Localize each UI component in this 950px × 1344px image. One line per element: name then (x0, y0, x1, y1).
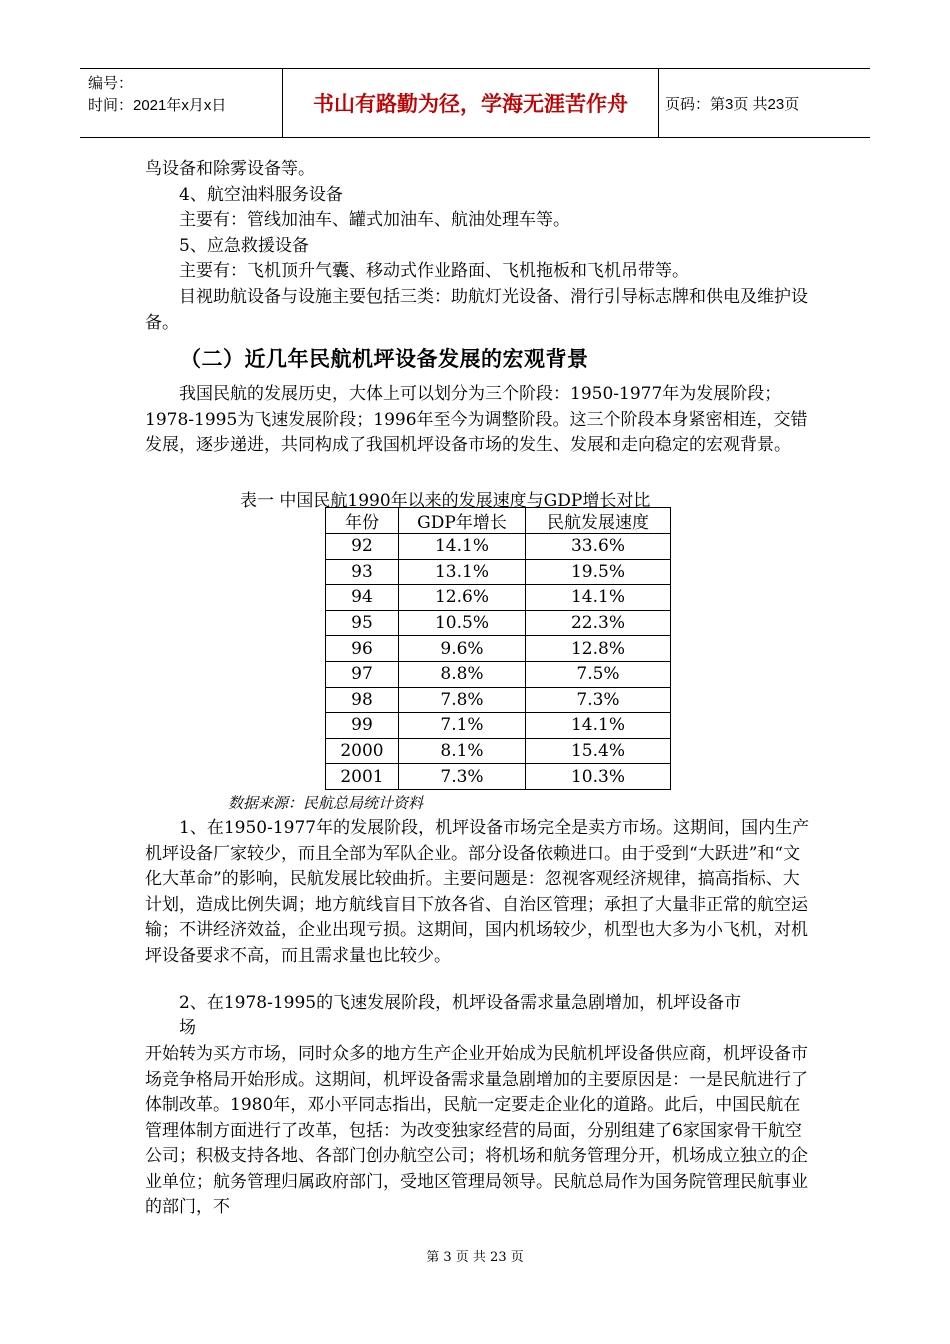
paragraph-9a: 2、在1978-1995的飞速发展阶段，机坪设备需求量急剧增加，机坪设备市 (179, 993, 742, 1013)
cell-gdp: 14.1% (399, 534, 526, 560)
paragraph-1: 鸟设备和除雾设备等。 (145, 159, 315, 179)
comparison-table (325, 507, 671, 790)
table-row (326, 661, 671, 687)
table-caption: 表一 中国民航1990年以来的发展速度与GDP增长对比 (240, 491, 651, 511)
header-meta (88, 73, 278, 117)
paragraph-5: 主要有：飞机顶升气囊、移动式作业路面、飞机拖板和飞机吊带等。 (179, 261, 689, 281)
cell-aviation: 22.3% (526, 610, 671, 636)
cell-year: 99 (326, 713, 399, 739)
cell-gdp: 8.1% (399, 738, 526, 764)
cell-year: 95 (326, 610, 399, 636)
paragraph-6: 目视助航设备与设施主要包括三类：助航灯光设备、滑行引导标志牌和供电及维护设备。 (145, 287, 808, 333)
header-page-info: 页码：第3页 共23页 (665, 95, 800, 113)
table-row (326, 610, 671, 636)
page-footer: 第 3 页 共 23 页 (426, 1250, 524, 1265)
cell-year: 97 (326, 661, 399, 687)
cell-year: 93 (326, 559, 399, 585)
paragraph-7: 我国民航的发展历史，大体上可以划分为三个阶段：1950-1977年为发展阶段；1978-1995为飞速发展阶段；1996年至今为调整阶段。这三个阶段本身紧密相连，交错发展，逐步递进，共同构成了我国机坪设备市场的发生、发展和走向稳定的宏观背景。 (145, 384, 808, 455)
data-source-note: 数据来源：民航总局统计资料 (228, 794, 424, 812)
cell-year: 94 (326, 585, 399, 611)
cell-aviation: 19.5% (526, 559, 671, 585)
paragraph-9b: 场 (179, 1018, 196, 1038)
table-row (326, 738, 671, 764)
paragraph-4: 5、应急救援设备 (179, 236, 309, 256)
table-row (326, 585, 671, 611)
cell-gdp: 7.3% (399, 764, 526, 790)
paragraph-2: 4、航空油料服务设备 (179, 185, 343, 205)
table-row (326, 534, 671, 560)
table-row (326, 559, 671, 585)
cell-gdp: 13.1% (399, 559, 526, 585)
header-gdp: GDP年增长 (399, 508, 526, 534)
section-heading: （二）近几年民航机坪设备发展的宏观背景 (180, 347, 589, 371)
cell-aviation: 14.1% (526, 713, 671, 739)
paragraph-3: 主要有：管线加油车、罐式加油车、航油处理车等。 (179, 210, 570, 230)
header-aviation: 民航发展速度 (526, 508, 671, 534)
paragraph-10: 开始转为买方市场，同时众多的地方生产企业开始成为民航机坪设备供应商，机坪设备市场竞争格局开始形成。这期间，机坪设备需求量急剧增加的主要原因是：一是民航进行了体制改革。1980年，邓小平同志指出，民航一定要走企业化的道路。此后，中国民航在管理体制方面进行了改革，包括：为改变独家经营的局面，分别组建了6家国家骨干航空公司；积极支持各地、各部门创办航空公司；将机场和航务管理分开，机场成立独立的企业单位；航务管理归属政府部门，受地区管理局领导。民航总局作为国务院管理民航事业的部门，不 (145, 1044, 808, 1217)
cell-aviation: 15.4% (526, 738, 671, 764)
cell-year: 92 (326, 534, 399, 560)
cell-aviation: 7.5% (526, 661, 671, 687)
cell-year: 98 (326, 687, 399, 713)
cell-aviation: 12.8% (526, 636, 671, 662)
table-row (326, 713, 671, 739)
table-row (326, 764, 671, 790)
paragraph-8: 1、在1950-1977年的发展阶段，机坪设备市场完全是卖方市场。这期间，国内生产机坪设备厂家较少，而且全部为军队企业。部分设备依赖进口。由于受到“大跃进”和“文化大革命”的影响，民航发展比较曲折。主要问题是：忽视客观经济规律，搞高指标、大计划，造成比例失调；地方航线盲目下放各省、自治区管理；承担了大量非正常的航空运输；不讲经济效益，企业出现亏损。这期间，国内机场较少，机型也大多为小飞机，对机坪设备要求不高，而且需求量也比较少。 (145, 818, 810, 966)
header-year: 年份 (326, 508, 399, 534)
cell-gdp: 10.5% (399, 610, 526, 636)
cell-year: 96 (326, 636, 399, 662)
serial-label: 编号： (88, 75, 134, 92)
cell-year: 2001 (326, 764, 399, 790)
date-line: 时间：2021年x月x日 (88, 97, 227, 114)
document-header (80, 68, 870, 138)
header-motto: 书山有路勤为径，学海无涯苦作舟 (282, 69, 659, 137)
cell-year: 2000 (326, 738, 399, 764)
cell-aviation: 33.6% (526, 534, 671, 560)
table-row (326, 636, 671, 662)
cell-aviation: 7.3% (526, 687, 671, 713)
table-row (326, 687, 671, 713)
cell-gdp: 7.8% (399, 687, 526, 713)
cell-gdp: 8.8% (399, 661, 526, 687)
cell-gdp: 9.6% (399, 636, 526, 662)
table-header-row (326, 508, 671, 534)
cell-gdp: 12.6% (399, 585, 526, 611)
cell-aviation: 10.3% (526, 764, 671, 790)
cell-aviation: 14.1% (526, 585, 671, 611)
cell-gdp: 7.1% (399, 713, 526, 739)
